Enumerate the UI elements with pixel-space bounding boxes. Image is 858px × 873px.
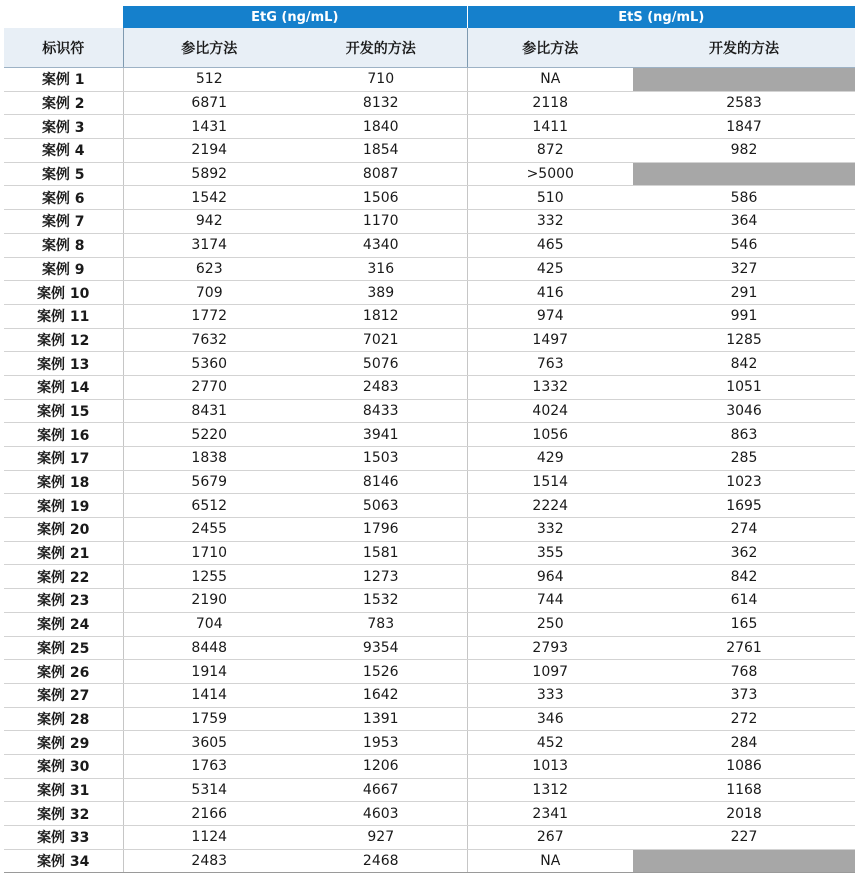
etg-developed-cell: 1840 — [295, 115, 467, 139]
etg-reference-cell: 709 — [123, 281, 295, 305]
ets-developed-cell: 982 — [633, 139, 855, 163]
ets-reference-cell: 1013 — [467, 754, 633, 778]
group-header-blank — [4, 6, 123, 28]
case-id-cell: 案例 19 — [4, 494, 123, 518]
etg-reference-cell: 8448 — [123, 636, 295, 660]
ets-developed-cell: 1695 — [633, 494, 855, 518]
ets-reference-cell: 2341 — [467, 802, 633, 826]
ets-reference-cell: >5000 — [467, 162, 633, 186]
case-id-cell: 案例 9 — [4, 257, 123, 281]
case-id-cell: 案例 14 — [4, 375, 123, 399]
case-id-cell: 案例 4 — [4, 139, 123, 163]
etg-developed-cell: 4340 — [295, 233, 467, 257]
results-table — [4, 6, 855, 873]
group-header-etg: EtG (ng/mL) — [123, 6, 467, 28]
table-row — [4, 731, 855, 755]
ets-reference-cell: 744 — [467, 589, 633, 613]
group-header-ets: EtS (ng/mL) — [467, 6, 855, 28]
table-row — [4, 612, 855, 636]
etg-developed-cell: 783 — [295, 612, 467, 636]
table-row — [4, 707, 855, 731]
ets-reference-cell: 416 — [467, 281, 633, 305]
missing-value-cell — [633, 162, 855, 186]
etg-developed-cell: 1273 — [295, 565, 467, 589]
ets-developed-cell: 614 — [633, 589, 855, 613]
table-row — [4, 447, 855, 471]
etg-reference-cell: 623 — [123, 257, 295, 281]
sub-header-row — [4, 28, 855, 68]
ets-developed-cell: 284 — [633, 731, 855, 755]
etg-reference-cell: 1414 — [123, 683, 295, 707]
table-row — [4, 375, 855, 399]
case-id-cell: 案例 11 — [4, 304, 123, 328]
etg-reference-cell: 5892 — [123, 162, 295, 186]
case-id-cell: 案例 18 — [4, 470, 123, 494]
ets-reference-cell: 872 — [467, 139, 633, 163]
ets-reference-cell: 250 — [467, 612, 633, 636]
ets-developed-cell: 586 — [633, 186, 855, 210]
etg-developed-cell: 710 — [295, 68, 467, 92]
column-header-etg-developed: 开发的方法 — [295, 28, 467, 68]
case-id-cell: 案例 5 — [4, 162, 123, 186]
ets-reference-cell: 1514 — [467, 470, 633, 494]
case-id-cell: 案例 3 — [4, 115, 123, 139]
case-id-cell: 案例 34 — [4, 849, 123, 873]
table-row — [4, 470, 855, 494]
ets-developed-cell: 227 — [633, 826, 855, 850]
ets-developed-cell: 1168 — [633, 778, 855, 802]
ets-reference-cell: 974 — [467, 304, 633, 328]
etg-reference-cell: 2190 — [123, 589, 295, 613]
ets-developed-cell: 863 — [633, 423, 855, 447]
etg-reference-cell: 5679 — [123, 470, 295, 494]
ets-developed-cell: 842 — [633, 565, 855, 589]
case-id-cell: 案例 17 — [4, 447, 123, 471]
etg-developed-cell: 316 — [295, 257, 467, 281]
table-row — [4, 68, 855, 92]
etg-developed-cell: 1532 — [295, 589, 467, 613]
case-id-cell: 案例 22 — [4, 565, 123, 589]
ets-developed-cell: 272 — [633, 707, 855, 731]
ets-developed-cell: 1285 — [633, 328, 855, 352]
table-row — [4, 115, 855, 139]
table-row — [4, 257, 855, 281]
table-row — [4, 589, 855, 613]
etg-reference-cell: 3605 — [123, 731, 295, 755]
etg-reference-cell: 1914 — [123, 660, 295, 684]
table-row — [4, 683, 855, 707]
table-row — [4, 423, 855, 447]
table-row — [4, 304, 855, 328]
case-id-cell: 案例 27 — [4, 683, 123, 707]
etg-reference-cell: 6512 — [123, 494, 295, 518]
etg-developed-cell: 1391 — [295, 707, 467, 731]
etg-developed-cell: 4667 — [295, 778, 467, 802]
ets-developed-cell: 291 — [633, 281, 855, 305]
table-row — [4, 91, 855, 115]
ets-developed-cell: 2018 — [633, 802, 855, 826]
table-row — [4, 352, 855, 376]
ets-developed-cell: 842 — [633, 352, 855, 376]
case-id-cell: 案例 26 — [4, 660, 123, 684]
ets-reference-cell: NA — [467, 849, 633, 873]
etg-reference-cell: 1759 — [123, 707, 295, 731]
etg-developed-cell: 1642 — [295, 683, 467, 707]
ets-developed-cell: 1847 — [633, 115, 855, 139]
table-row — [4, 233, 855, 257]
ets-reference-cell: 346 — [467, 707, 633, 731]
etg-developed-cell: 1953 — [295, 731, 467, 755]
etg-developed-cell: 1206 — [295, 754, 467, 778]
etg-developed-cell: 1526 — [295, 660, 467, 684]
ets-developed-cell: 364 — [633, 210, 855, 234]
case-id-cell: 案例 16 — [4, 423, 123, 447]
case-id-cell: 案例 32 — [4, 802, 123, 826]
etg-reference-cell: 1542 — [123, 186, 295, 210]
case-id-cell: 案例 25 — [4, 636, 123, 660]
ets-reference-cell: 332 — [467, 210, 633, 234]
etg-developed-cell: 7021 — [295, 328, 467, 352]
etg-developed-cell: 1503 — [295, 447, 467, 471]
ets-reference-cell: 4024 — [467, 399, 633, 423]
etg-reference-cell: 5314 — [123, 778, 295, 802]
etg-reference-cell: 8431 — [123, 399, 295, 423]
ets-developed-cell: 274 — [633, 518, 855, 542]
case-id-cell: 案例 21 — [4, 541, 123, 565]
ets-developed-cell: 991 — [633, 304, 855, 328]
case-id-cell: 案例 30 — [4, 754, 123, 778]
table-row — [4, 778, 855, 802]
ets-reference-cell: 1497 — [467, 328, 633, 352]
ets-developed-cell: 3046 — [633, 399, 855, 423]
etg-reference-cell: 1772 — [123, 304, 295, 328]
etg-developed-cell: 1506 — [295, 186, 467, 210]
ets-reference-cell: 355 — [467, 541, 633, 565]
ets-reference-cell: 510 — [467, 186, 633, 210]
ets-developed-cell: 2583 — [633, 91, 855, 115]
etg-reference-cell: 3174 — [123, 233, 295, 257]
etg-reference-cell: 5360 — [123, 352, 295, 376]
case-id-cell: 案例 12 — [4, 328, 123, 352]
ets-reference-cell: 429 — [467, 447, 633, 471]
ets-developed-cell: 285 — [633, 447, 855, 471]
ets-reference-cell: 2118 — [467, 91, 633, 115]
ets-reference-cell: 2224 — [467, 494, 633, 518]
case-id-cell: 案例 8 — [4, 233, 123, 257]
etg-developed-cell: 8132 — [295, 91, 467, 115]
ets-developed-cell: 362 — [633, 541, 855, 565]
etg-developed-cell: 2468 — [295, 849, 467, 873]
etg-developed-cell: 8433 — [295, 399, 467, 423]
case-id-cell: 案例 6 — [4, 186, 123, 210]
etg-developed-cell: 1581 — [295, 541, 467, 565]
ets-developed-cell: 373 — [633, 683, 855, 707]
etg-reference-cell: 6871 — [123, 91, 295, 115]
case-id-cell: 案例 10 — [4, 281, 123, 305]
ets-reference-cell: 1097 — [467, 660, 633, 684]
case-id-cell: 案例 2 — [4, 91, 123, 115]
ets-developed-cell: 1051 — [633, 375, 855, 399]
table-row — [4, 139, 855, 163]
etg-reference-cell: 7632 — [123, 328, 295, 352]
etg-reference-cell: 1838 — [123, 447, 295, 471]
table-row — [4, 518, 855, 542]
etg-developed-cell: 1796 — [295, 518, 467, 542]
column-header-ets-developed: 开发的方法 — [633, 28, 855, 68]
ets-developed-cell: 1086 — [633, 754, 855, 778]
table-row — [4, 541, 855, 565]
ets-reference-cell: NA — [467, 68, 633, 92]
column-header-ets-reference: 参比方法 — [467, 28, 633, 68]
table-row — [4, 162, 855, 186]
group-header-row — [4, 6, 855, 28]
etg-developed-cell: 1812 — [295, 304, 467, 328]
ets-reference-cell: 1312 — [467, 778, 633, 802]
column-header-identifier: 标识符 — [4, 28, 123, 68]
case-id-cell: 案例 15 — [4, 399, 123, 423]
ets-developed-cell: 165 — [633, 612, 855, 636]
ets-reference-cell: 267 — [467, 826, 633, 850]
table-row — [4, 399, 855, 423]
ets-reference-cell: 1411 — [467, 115, 633, 139]
etg-developed-cell: 389 — [295, 281, 467, 305]
case-id-cell: 案例 13 — [4, 352, 123, 376]
missing-value-cell — [633, 68, 855, 92]
table-row — [4, 636, 855, 660]
ets-reference-cell: 332 — [467, 518, 633, 542]
table-row — [4, 826, 855, 850]
case-id-cell: 案例 24 — [4, 612, 123, 636]
ets-reference-cell: 2793 — [467, 636, 633, 660]
ets-reference-cell: 452 — [467, 731, 633, 755]
etg-reference-cell: 1710 — [123, 541, 295, 565]
etg-developed-cell: 2483 — [295, 375, 467, 399]
etg-developed-cell: 1170 — [295, 210, 467, 234]
table-row — [4, 210, 855, 234]
etg-developed-cell: 8087 — [295, 162, 467, 186]
ets-reference-cell: 425 — [467, 257, 633, 281]
etg-reference-cell: 2483 — [123, 849, 295, 873]
missing-value-cell — [633, 849, 855, 873]
table-row — [4, 186, 855, 210]
etg-reference-cell: 1255 — [123, 565, 295, 589]
ets-developed-cell: 2761 — [633, 636, 855, 660]
etg-reference-cell: 1763 — [123, 754, 295, 778]
table-row — [4, 802, 855, 826]
etg-developed-cell: 5063 — [295, 494, 467, 518]
etg-reference-cell: 2455 — [123, 518, 295, 542]
table-row — [4, 565, 855, 589]
table-body — [4, 68, 855, 873]
case-id-cell: 案例 20 — [4, 518, 123, 542]
etg-developed-cell: 8146 — [295, 470, 467, 494]
table-row — [4, 328, 855, 352]
etg-reference-cell: 2194 — [123, 139, 295, 163]
etg-reference-cell: 704 — [123, 612, 295, 636]
case-id-cell: 案例 7 — [4, 210, 123, 234]
case-id-cell: 案例 23 — [4, 589, 123, 613]
etg-developed-cell: 4603 — [295, 802, 467, 826]
case-id-cell: 案例 33 — [4, 826, 123, 850]
case-id-cell: 案例 1 — [4, 68, 123, 92]
column-header-etg-reference: 参比方法 — [123, 28, 295, 68]
ets-developed-cell: 327 — [633, 257, 855, 281]
etg-developed-cell: 1854 — [295, 139, 467, 163]
etg-reference-cell: 2770 — [123, 375, 295, 399]
ets-reference-cell: 964 — [467, 565, 633, 589]
etg-reference-cell: 512 — [123, 68, 295, 92]
table-row — [4, 849, 855, 873]
case-id-cell: 案例 29 — [4, 731, 123, 755]
ets-reference-cell: 1332 — [467, 375, 633, 399]
ets-developed-cell: 1023 — [633, 470, 855, 494]
case-id-cell: 案例 28 — [4, 707, 123, 731]
ets-reference-cell: 333 — [467, 683, 633, 707]
etg-reference-cell: 1431 — [123, 115, 295, 139]
table-row — [4, 754, 855, 778]
ets-reference-cell: 1056 — [467, 423, 633, 447]
ets-developed-cell: 768 — [633, 660, 855, 684]
etg-developed-cell: 3941 — [295, 423, 467, 447]
etg-reference-cell: 5220 — [123, 423, 295, 447]
table-row — [4, 281, 855, 305]
etg-reference-cell: 942 — [123, 210, 295, 234]
ets-reference-cell: 763 — [467, 352, 633, 376]
etg-developed-cell: 927 — [295, 826, 467, 850]
table-row — [4, 660, 855, 684]
table-row — [4, 494, 855, 518]
etg-reference-cell: 1124 — [123, 826, 295, 850]
etg-developed-cell: 9354 — [295, 636, 467, 660]
ets-reference-cell: 465 — [467, 233, 633, 257]
case-id-cell: 案例 31 — [4, 778, 123, 802]
etg-reference-cell: 2166 — [123, 802, 295, 826]
etg-developed-cell: 5076 — [295, 352, 467, 376]
ets-developed-cell: 546 — [633, 233, 855, 257]
